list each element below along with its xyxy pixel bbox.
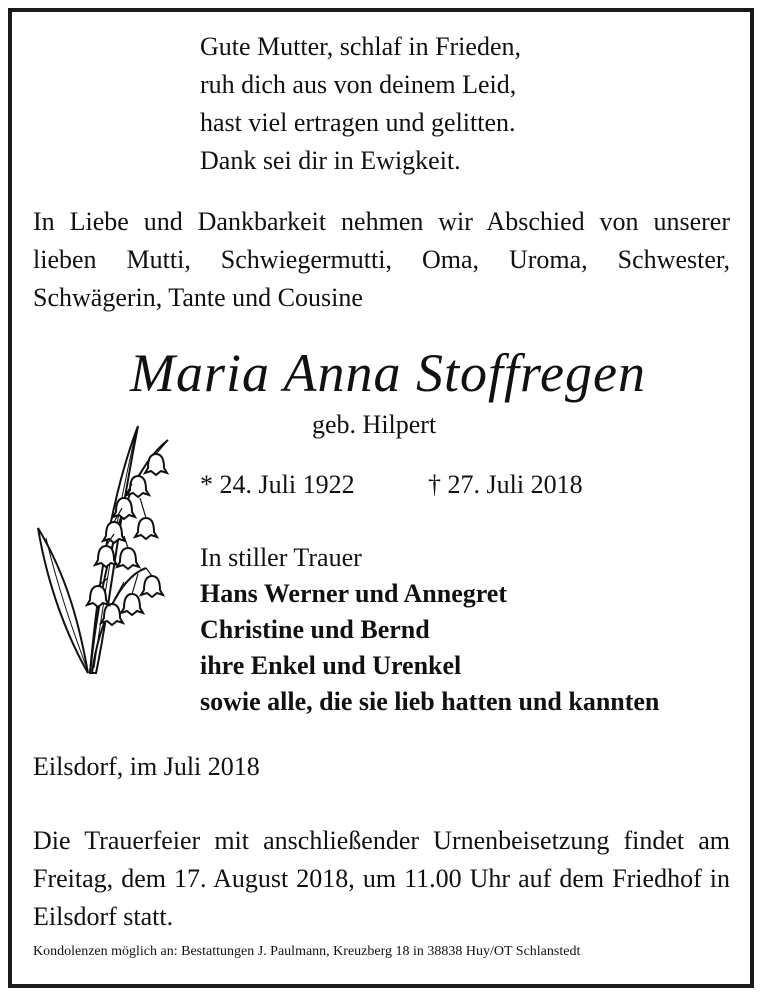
poem-line: hast viel ertragen und gelitten. [200,108,516,137]
death-date: † 27. Juli 2018 [428,470,583,499]
mourner-line: ihre Enkel und Urenkel [200,651,462,680]
poem-line: ruh dich aus von deinem Leid, [200,70,517,99]
poem-line: Gute Mutter, schlaf in Frieden, [200,32,521,61]
intro-text: In Liebe und Dankbarkeit nehmen wir Abschied von unserer lieben Mutti, Schwiegermutti, Oma, Uroma, Schwester, Schwägerin, Tante und Cousine [33,207,730,312]
service-info: Die Trauerfeier mit anschließender Urnenbeisetzung findet am Freitag, dem 17. August 2018, um 11.00 Uhr auf dem Friedhof in Eilsdorf statt. [33,826,730,931]
poem-line: Dank sei dir in Ewigkeit. [200,146,461,175]
mourners-intro: In stiller Trauer [200,543,362,572]
mourner-line: Christine und Bernd [200,615,430,644]
mourners-block [200,540,659,720]
mourner-line: sowie alle, die sie lieb hatten und kannten [200,687,660,716]
deceased-name: Maria Anna Stoffregen [130,343,646,403]
place-date: Eilsdorf, im Juli 2018 [33,752,260,781]
poem [200,28,521,180]
condolence-info: Kondolenzen möglich an: Bestattungen J. Paulmann, Kreuzberg 18 in 38838 Huy/OT Schlanstedt [33,944,581,959]
birth-date: * 24. Juli 1922 [200,470,355,499]
birth-name: geb. Hilpert [312,410,437,439]
lily-of-the-valley-icon [28,418,188,680]
mourner-line: Hans Werner und Annegret [200,579,507,608]
